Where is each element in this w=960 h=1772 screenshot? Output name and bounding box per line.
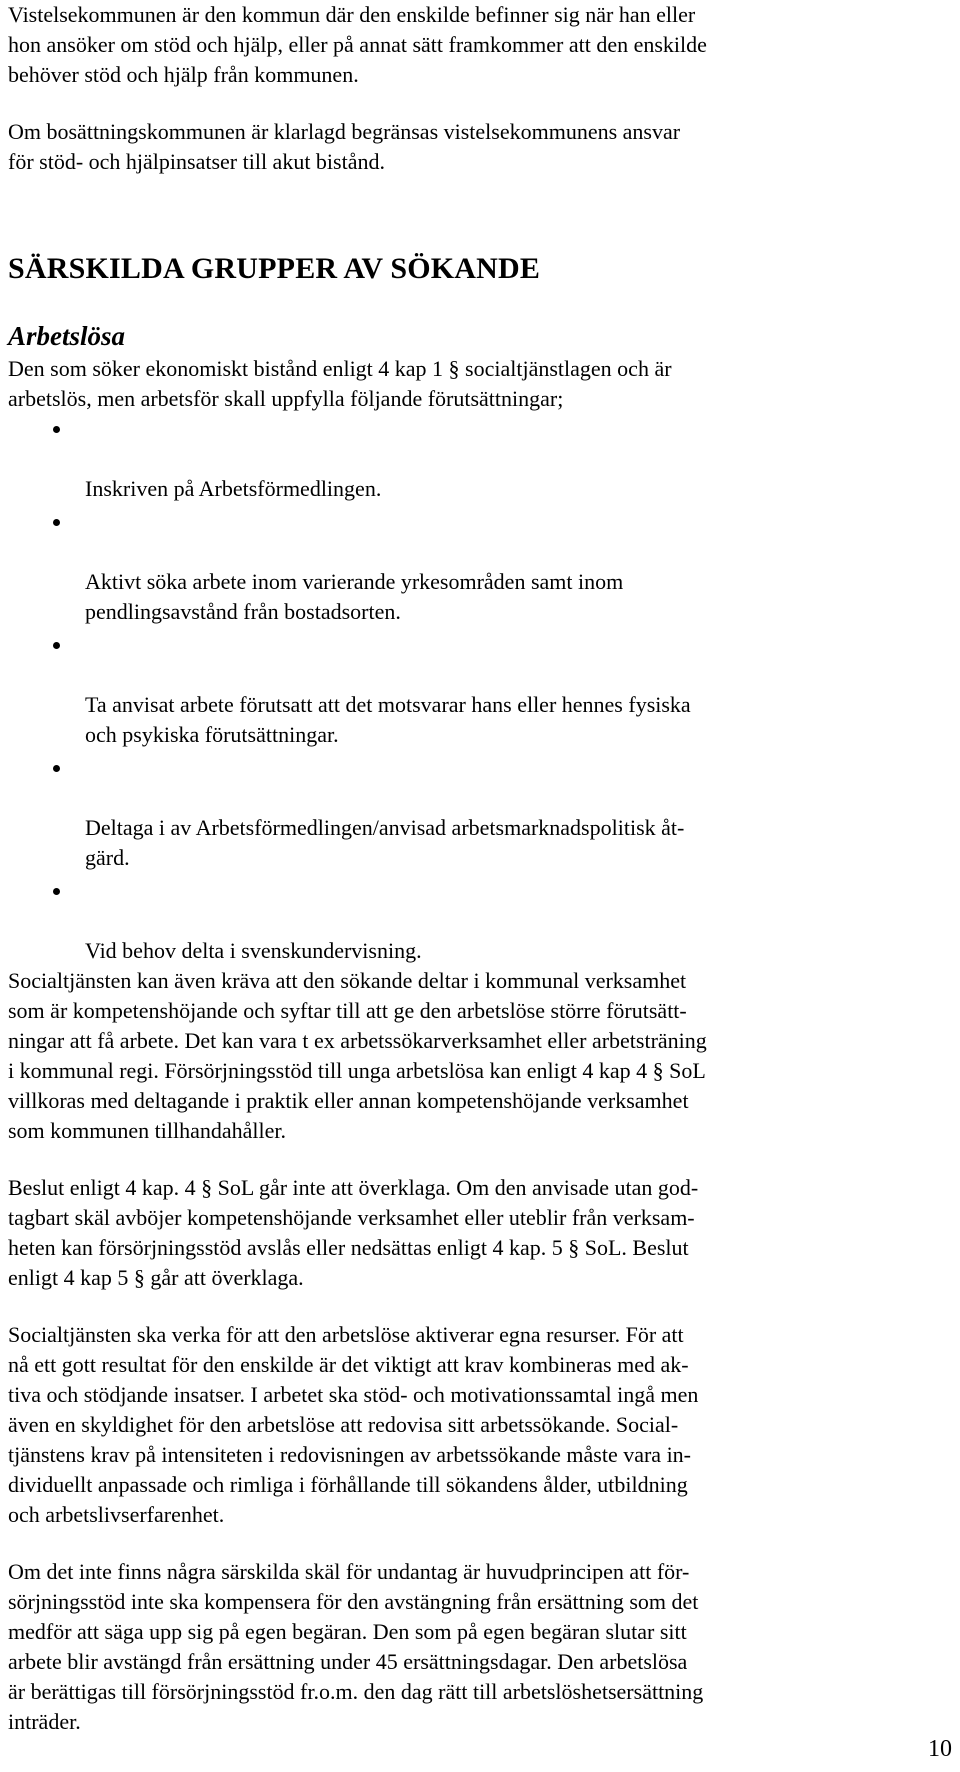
body-paragraph-1: Socialtjänsten kan även kräva att den sökande deltar i kommunal verksamhet som är kompetenshöjande och syftar till att ge den arbetslöse större förutsätt- ningar att få arbete. Det kan vara t ex arbetssökarverksamhet eller arbetsträning i kommunal regi. Försörjningsstöd till unga arbetslösa kan enligt 4 kap 4 § SoL villkoras med deltagande i praktik eller annan kompetenshöjande verksamhet som kommunen tillhandahåller. xyxy=(8,968,707,1143)
bullet-icon xyxy=(53,519,60,526)
bullet-icon xyxy=(53,642,60,649)
body-paragraph-3: Socialtjänsten ska verka för att den arbetslöse aktiverar egna resurser. För att nå ett gott resultat för den enskilde är det viktigt att krav kombineras med ak- tiva och stödjande insatser. I arbetet ska stöd- och motivationssamtal ingå men även en skyldighet för den arbetslöse att redovisa sitt arbetssökande. Social- tjänstens krav på intensiteten i redovisningen av arbetssökande måste vara in- dividuellt anpassade och rimliga i förhållande till sökandens ålder, utbildning och arbetslivserfarenhet. xyxy=(8,1322,699,1527)
conditions-intro: Den som söker ekonomiskt bistånd enligt 4 kap 1 § socialtjänstlagen och är arbetslös, men arbetsför skall uppfylla följande förutsättningar; xyxy=(8,356,672,411)
bullet-icon xyxy=(53,765,60,772)
list-item xyxy=(8,753,952,873)
conditions-list xyxy=(8,414,952,966)
list-item-text: Inskriven på Arbetsförmedlingen. xyxy=(85,476,382,501)
intro-paragraph-1: Vistelsekommunen är den kommun där den enskilde befinner sig när han eller hon ansöker om stöd och hjälp, eller på annat sätt framkommer att den enskilde behöver stöd och hjälp från kommunen. xyxy=(8,2,707,87)
bullet-icon xyxy=(53,888,60,895)
bullet-icon xyxy=(53,426,60,433)
list-item-text: Aktivt söka arbete inom varierande yrkesområden samt inom pendlingsavstånd från bostadsorten. xyxy=(85,569,624,624)
body-paragraph-4: Om det inte finns några särskilda skäl för undantag är huvudprincipen att för- sörjningsstöd inte ska kompensera för den avstängning från ersättning som det medför att säga upp sig på egen begäran. Den som på egen begäran slutar sitt arbete blir avstängd från ersättning under 45 ersättningsdagar. Den arbetslösa är berättigas till försörjningsstöd fr.o.m. den dag rätt till arbetslöshetsersättning inträder. xyxy=(8,1559,704,1734)
document-page xyxy=(8,0,952,1737)
intro-paragraph-2: Om bosättningskommunen är klarlagd begränsas vistelsekommunens ansvar för stöd- och hjälpinsatser till akut bistånd. xyxy=(8,119,681,174)
list-item xyxy=(8,630,952,750)
list-item xyxy=(8,876,952,966)
page-number: 10 xyxy=(928,1736,952,1762)
list-item-text: Deltaga i av Arbetsförmedlingen/anvisad arbetsmarknadspolitisk åt- gärd. xyxy=(85,815,685,870)
subheading-arbetslosa: Arbetslösa xyxy=(8,321,126,351)
list-item-text: Vid behov delta i svenskundervisning. xyxy=(85,938,422,963)
body-paragraph-2: Beslut enligt 4 kap. 4 § SoL går inte att överklaga. Om den anvisade utan god- tagbart skäl avböjer kompetenshöjande verksamhet eller uteblir från verksam- heten kan försörjningsstöd avslås eller nedsättas enligt 4 kap. 5 § SoL. Beslut enligt 4 kap 5 § går att överklaga. xyxy=(8,1175,699,1290)
section-heading: SÄRSKILDA GRUPPER AV SÖKANDE xyxy=(8,252,541,285)
list-item xyxy=(8,507,952,627)
list-item xyxy=(8,414,952,504)
list-item-text: Ta anvisat arbete förutsatt att det motsvarar hans eller hennes fysiska och psykiska förutsättningar. xyxy=(85,692,691,747)
